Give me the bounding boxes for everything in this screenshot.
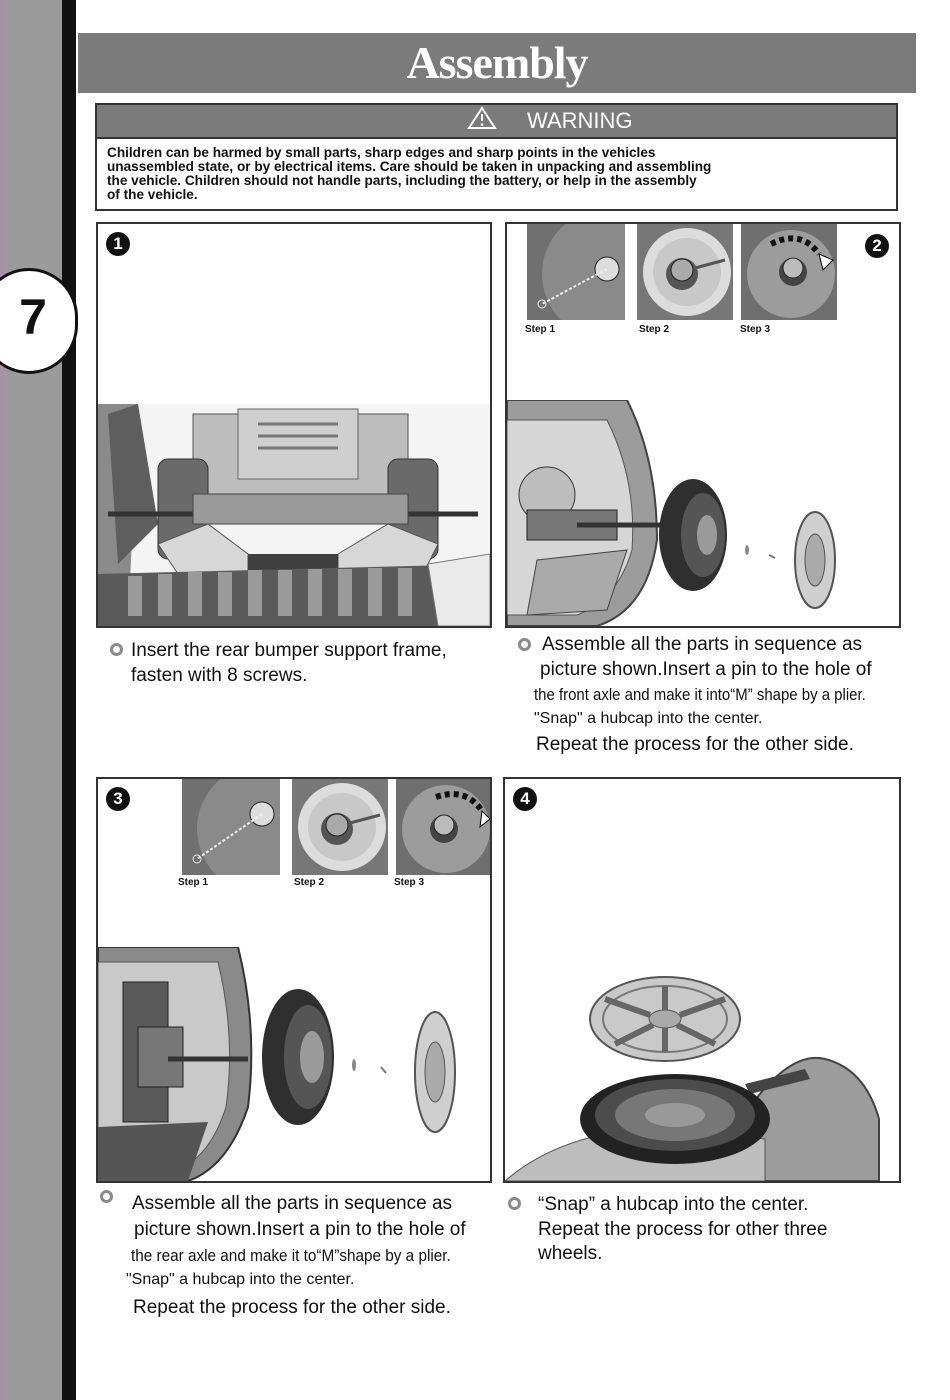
warning-line: of the vehicle. bbox=[107, 187, 198, 202]
step-3-substep-3-label: Step 3 bbox=[394, 877, 425, 888]
warning-line: Children can be harmed by small parts, sharp edges and sharp points in the vehicles bbox=[107, 145, 656, 160]
step-1-number: 1 bbox=[106, 232, 130, 256]
step-2-bullet-icon bbox=[518, 638, 531, 651]
step-2-caption-text: the front axle and make it into“M” shape by a plier. bbox=[534, 685, 866, 704]
step-3-caption-text: the rear axle and make it to“M”shape by a plier. bbox=[131, 1246, 451, 1265]
step-3-substep-1-label: Step 1 bbox=[178, 877, 209, 888]
page-number: 7 bbox=[19, 289, 47, 345]
warning-heading: WARNING bbox=[527, 108, 633, 133]
step-3-number: 3 bbox=[106, 787, 130, 811]
warning-triangle-icon bbox=[467, 106, 497, 139]
hubcap-snap-illustration bbox=[505, 969, 899, 1181]
side-margin-black bbox=[62, 0, 76, 1400]
step-2-panel bbox=[505, 222, 901, 628]
step-1-caption-line: Insert the rear bumper support frame, bbox=[131, 640, 447, 661]
step-4-caption-line: Repeat the process for other three bbox=[538, 1219, 828, 1240]
step-3-caption-line: Repeat the process for the other side. bbox=[133, 1297, 451, 1318]
step-3-caption-line bbox=[131, 1246, 486, 1266]
step-2-caption-line: Assemble all the parts in sequence as bbox=[542, 634, 863, 655]
warning-box bbox=[95, 103, 898, 211]
step-2-caption-line: "Snap" a hubcap into the center. bbox=[534, 710, 763, 727]
step-3-substep-3-image bbox=[396, 779, 492, 875]
warning-line: the vehicle. Children should not handle parts, including the battery, or help in the assembly bbox=[107, 173, 697, 188]
step-2-substep-3-label: Step 3 bbox=[740, 324, 771, 335]
step-1-bullet-icon bbox=[110, 643, 123, 656]
page-title: Assembly bbox=[406, 37, 588, 88]
step-1-caption-line: fasten with 8 screws. bbox=[131, 665, 308, 686]
step-3-substep-2-image bbox=[292, 779, 388, 875]
warning-header bbox=[97, 105, 896, 139]
step-3-substep-1-image bbox=[182, 779, 280, 875]
step-4-caption-line: wheels. bbox=[538, 1243, 603, 1264]
rear-wheel-assembly-illustration bbox=[98, 947, 490, 1181]
step-3-caption-line: Assemble all the parts in sequence as bbox=[132, 1193, 453, 1214]
step-2-number: 2 bbox=[865, 234, 889, 258]
step-2-substep-1-image bbox=[527, 224, 625, 320]
title-bar bbox=[78, 33, 916, 93]
step-2-substep-3-image bbox=[741, 224, 837, 320]
step-3-panel bbox=[96, 777, 492, 1183]
step-3-substep-2-label: Step 2 bbox=[294, 877, 325, 888]
step-2-substep-2-label: Step 2 bbox=[639, 324, 670, 335]
step-2-caption-line bbox=[534, 685, 911, 705]
warning-line: unassembled state, or by electrical items. Care should be taken in unpacking and assembling bbox=[107, 159, 712, 174]
front-wheel-assembly-illustration bbox=[507, 400, 899, 626]
step-1-panel bbox=[96, 222, 492, 628]
step-4-panel bbox=[503, 777, 901, 1183]
step-2-caption-line: Repeat the process for the other side. bbox=[536, 734, 854, 755]
step-3-caption-line: picture shown.Insert a pin to the hole of bbox=[134, 1219, 466, 1240]
step-2-caption-line: picture shown.Insert a pin to the hole of bbox=[540, 659, 872, 680]
step-4-bullet-icon bbox=[508, 1197, 521, 1210]
step-4-number: 4 bbox=[513, 787, 537, 811]
step-2-substep-2-image bbox=[637, 224, 733, 320]
rear-bumper-frame-illustration bbox=[98, 404, 490, 626]
step-2-substep-1-label: Step 1 bbox=[525, 324, 556, 335]
step-3-bullet-icon bbox=[100, 1190, 113, 1203]
step-4-caption-line: “Snap” a hubcap into the center. bbox=[538, 1194, 809, 1215]
side-margin-line bbox=[1, 0, 3, 1400]
warning-text bbox=[97, 139, 896, 202]
step-3-caption-line: "Snap" a hubcap into the center. bbox=[126, 1271, 355, 1288]
side-margin-gray bbox=[0, 0, 62, 1400]
